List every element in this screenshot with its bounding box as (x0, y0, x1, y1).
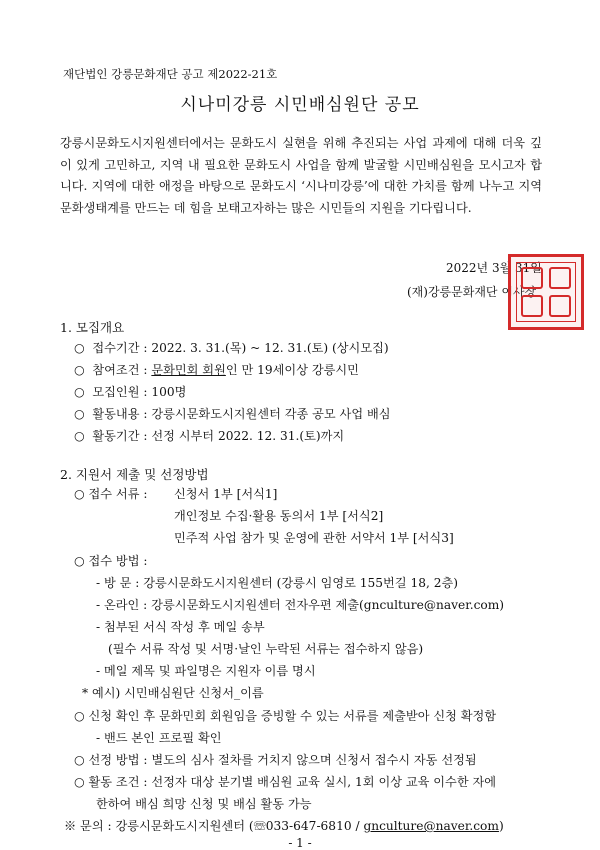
contact-email-link[interactable]: gnculture@naver.com (363, 819, 499, 833)
method-item: - 온라인 : 강릉시문화도시지원센터 전자우편 제출(gnculture@naver.com) (96, 598, 505, 612)
method-note: (필수 서류 작성 및 서명·날인 누락된 서류는 접수하지 않음) (108, 642, 424, 656)
issuer: (재)강릉문화재단 이사장 (407, 285, 537, 299)
section-1-heading: 1. 모집개요 (60, 320, 125, 335)
recruit-item: ○ 접수기간 : 2022. 3. 31.(목) ~ 12. 31.(토) (상시모집) (74, 341, 389, 355)
confirm-item: ○ 신청 확인 후 문화민회 회원임을 증빙할 수 있는 서류를 제출받아 신청 확정함 (74, 709, 497, 723)
intro-paragraph: 강릉시문화도시지원센터에서는 문화도시 실현을 위해 추진되는 사업 과제에 대해 더욱 깊이 있게 고민하고, 지역 내 필요한 문화도시 사업을 함께 발굴할 시민배심원을 모시고자 합니다. 지역에 대한 애정을 바탕으로 문화도시 ‘시나미강릉’에 대한 가치를 함께 나누고 지역문화생태계를 만드는 데 힘을 보태고자하는 많은 시민들의 지원을 기다립니다. (60, 136, 542, 215)
activity-condition: ○ 활동 조건 : 선정자 대상 분기별 배심원 교육 실시, 1회 이상 교육 이수한 자에 (74, 775, 497, 789)
recruit-item: ○ 모집인원 : 100명 (74, 385, 187, 399)
method-item: - 방 문 : 강릉시문화도시지원센터 (강릉시 임영로 155번길 18, 2층) (96, 576, 459, 590)
band-profile-note: - 밴드 본인 프로필 확인 (96, 731, 222, 745)
page-title: 시나미강릉 시민배심원단 공모 (180, 95, 420, 115)
activity-condition-cont: 한하여 배심 희망 신청 및 배심 활동 가능 (96, 797, 312, 811)
notice-number: 재단법인 강릉문화재단 공고 제2022-21호 (63, 67, 278, 81)
document-item: 개인정보 수집·활용 동의서 1부 [서식2] (174, 509, 384, 523)
documents-label: ○ 접수 서류 : (74, 487, 148, 501)
recruit-item: ○ 활동내용 : 강릉시문화도시지원센터 각종 공모 사업 배심 (74, 407, 391, 421)
method-item: - 첨부된 서식 작성 후 메일 송부 (96, 620, 265, 634)
notice-date: 2022년 3월 31일 (446, 261, 542, 275)
telephone-icon: ☏033-647-6810 (253, 819, 352, 833)
section-2-heading: 2. 지원서 제출 및 선정방법 (60, 467, 209, 482)
document-item: 민주적 사업 참가 및 운영에 관한 서약서 1부 [서식3] (174, 531, 454, 545)
official-seal-icon (508, 254, 584, 330)
recruit-item: ○ 활동기간 : 선정 시부터 2022. 12. 31.(토)까지 (74, 429, 345, 443)
method-label: ○ 접수 방법 : (74, 554, 148, 568)
filename-example: * 예시) 시민배심원단 신청서_이름 (82, 686, 264, 700)
recruit-item: ○ 참여조건 : 문화민회 회원인 만 19세이상 강릉시민 (74, 363, 359, 377)
document-item: 신청서 1부 [서식1] (174, 487, 278, 501)
selection-item: ○ 선정 방법 : 별도의 심사 절차를 거치지 않으며 신청서 접수시 자동 선정됨 (74, 753, 477, 767)
membership-highlight: 문화민회 회원 (151, 363, 226, 377)
method-item: - 메일 제목 및 파일명은 지원자 이름 명시 (96, 664, 316, 678)
contact-line: ※ 문의 : 강릉시문화도시지원센터 (☏033-647-6810 / gnculture@naver.com) (64, 819, 504, 833)
page-number: - 1 - (288, 836, 312, 850)
